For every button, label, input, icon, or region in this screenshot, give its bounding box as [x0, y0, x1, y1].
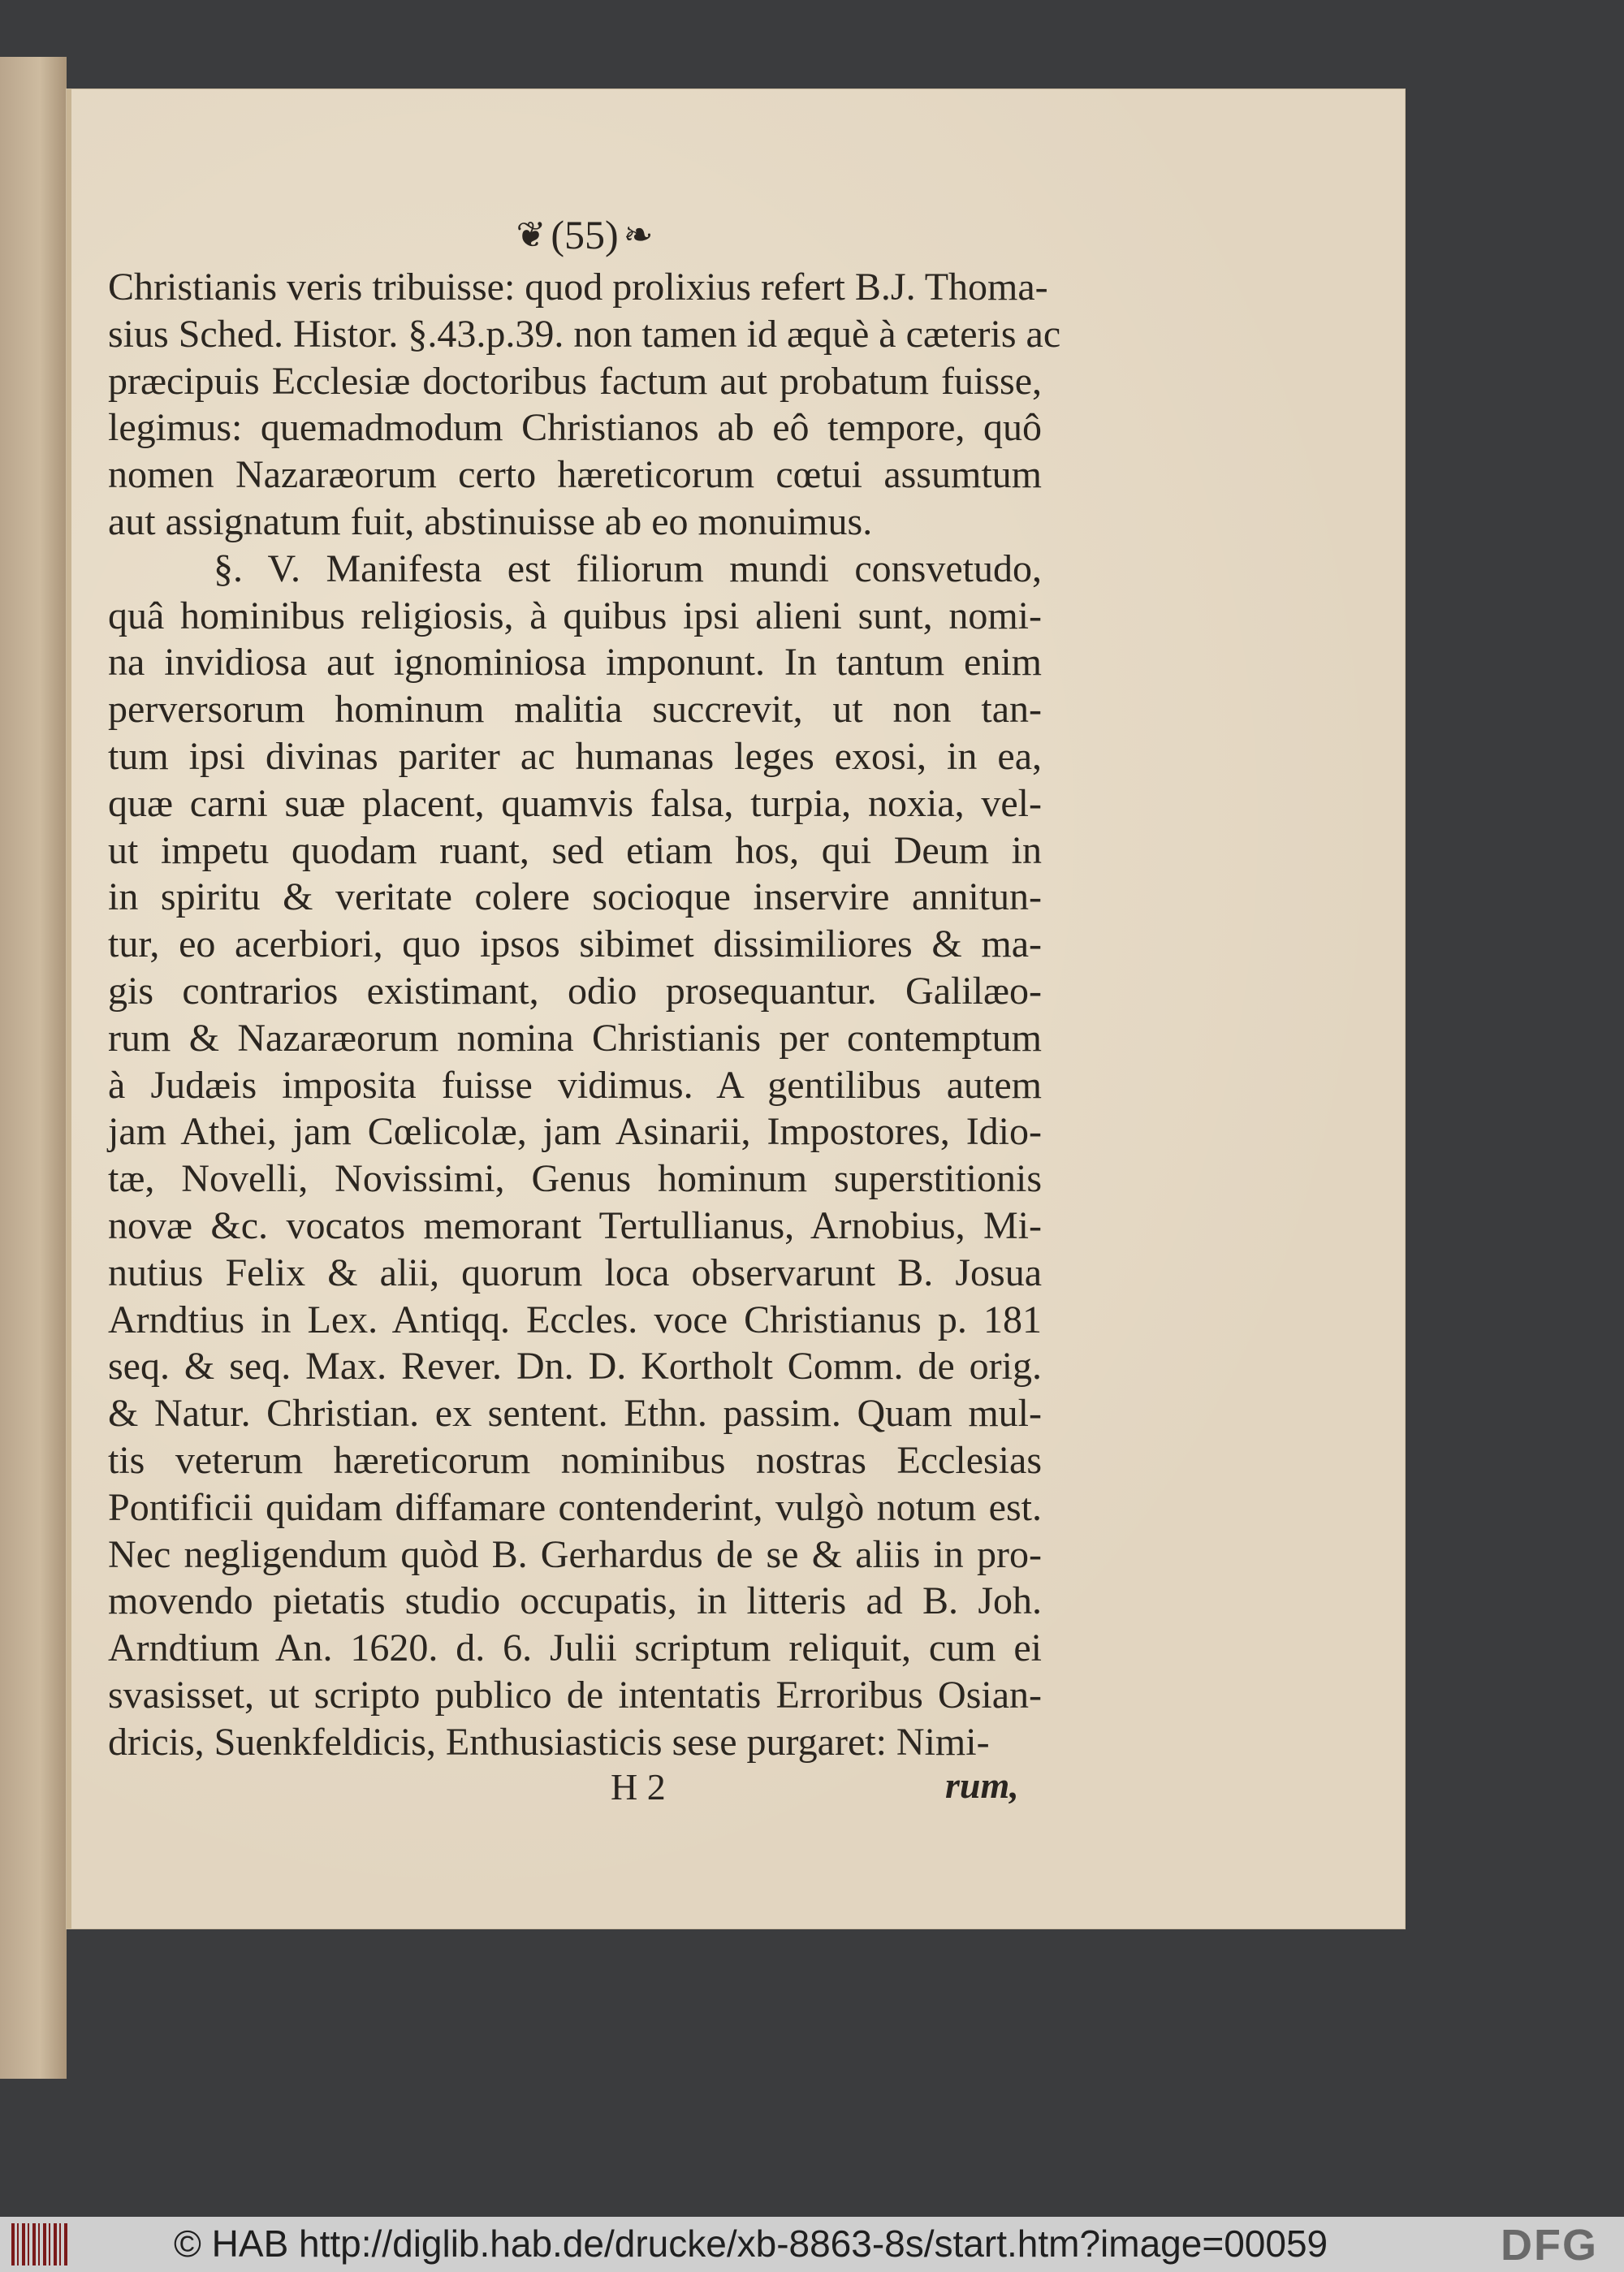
catchword: rum,	[945, 1764, 1019, 1806]
body-text	[108, 264, 1061, 1766]
text-line: legimus: quemadmodum Christianos ab eô tempore, quô	[108, 406, 1042, 450]
page-gutter	[67, 89, 71, 1929]
text-line: Nec negligendum quòd B. Gerhardus de se & aliis in pro-	[108, 1532, 1042, 1576]
text-line: jam Athei, jam Cœlicolæ, jam Asinarii, Impostores, Idio-	[108, 1110, 1042, 1154]
text-line: perversorum hominum malitia succrevit, ut non tan-	[108, 688, 1042, 732]
text-line: Christianis veris tribuisse: quod prolixius refert B.J. Thoma-	[108, 266, 1048, 309]
text-line: gis contrarios existimant, odio prosequantur. Galilæo-	[108, 969, 1042, 1013]
text-line: in spiritu & veritate colere socioque inservire annitun-	[108, 875, 1042, 919]
ornament-left-icon: ❦	[516, 214, 546, 255]
text-line: svasisset, ut scripto publico de intentatis Erroribus Osian-	[108, 1673, 1042, 1717]
ornament-right-icon: ❧	[623, 214, 654, 255]
text-line: aut assignatum fuit, abstinuisse ab eo monuimus.	[108, 499, 873, 543]
text-line: movendo pietatis studio occupatis, in litteris ad B. Joh.	[108, 1579, 1042, 1623]
text-line: sius Sched. Histor. §.43.p.39. non tamen id æquè à cæteris ac	[108, 312, 1061, 356]
text-line: seq. & seq. Max. Rever. Dn. D. Kortholt Comm. de orig.	[108, 1345, 1042, 1389]
text-line: §. V. Manifesta est filiorum mundi consvetudo,	[214, 546, 1042, 590]
text-line: tum ipsi divinas pariter ac humanas leges exosi, in ea,	[108, 734, 1042, 778]
text-line: tæ, Novelli, Novissimi, Genus hominum superstitionis	[108, 1157, 1042, 1201]
dfg-logo: DFG	[1501, 2221, 1598, 2270]
barcode-icon	[11, 2223, 68, 2266]
text-line: tur, eo acerbiori, quo ipsos sibimet dissimiliores & ma-	[108, 922, 1042, 966]
page-number: (55)	[551, 212, 619, 257]
text-line: Arndtius in Lex. Antiqq. Eccles. voce Christianus p. 181	[108, 1298, 1042, 1341]
text-line: tis veterum hæreticorum nominibus nostras Ecclesias	[108, 1438, 1042, 1482]
text-line: dricis, Suenkfeldicis, Enthusiasticis sese purgaret: Nimi-	[108, 1720, 990, 1764]
text-line: quæ carni suæ placent, quamvis falsa, turpia, noxia, vel-	[108, 781, 1042, 825]
text-line: rum & Nazaræorum nomina Christianis per contemptum	[108, 1016, 1042, 1060]
text-line: nutius Felix & alii, quorum loca observarunt B. Josua	[108, 1250, 1042, 1294]
page-number-header	[487, 209, 682, 261]
text-line: à Judæis imposita fuisse vidimus. A gentilibus autem	[108, 1063, 1042, 1107]
text-line: ut impetu quodam ruant, sed etiam hos, qui Deum in	[108, 828, 1042, 872]
text-line: nomen Nazaræorum certo hæreticorum cœtui assumtum	[108, 453, 1042, 497]
previous-page-edge	[0, 57, 67, 2079]
text-line: Arndtium An. 1620. d. 6. Julii scriptum reliquit, cum ei	[108, 1626, 1042, 1670]
text-line: Pontificii quidam diffamare contenderint, vulgò notum est.	[108, 1485, 1042, 1529]
text-line: præcipuis Ecclesiæ doctoribus factum aut probatum fuisse,	[108, 359, 1042, 403]
signature-mark: H 2	[611, 1766, 666, 1808]
text-line: & Natur. Christian. ex sentent. Ethn. passim. Quam mul-	[108, 1392, 1042, 1436]
text-line: na invidiosa aut ignominiosa imponunt. In tantum enim	[108, 641, 1042, 685]
text-line: novæ &c. vocatos memorant Tertullianus, Arnobius, Mi-	[108, 1203, 1042, 1247]
footer-url[interactable]: © HAB http://diglib.hab.de/drucke/xb-8863-8s/start.htm?image=00059	[174, 2222, 1328, 2265]
text-line: quâ hominibus religiosis, à quibus ipsi alieni sunt, nomi-	[108, 594, 1042, 637]
